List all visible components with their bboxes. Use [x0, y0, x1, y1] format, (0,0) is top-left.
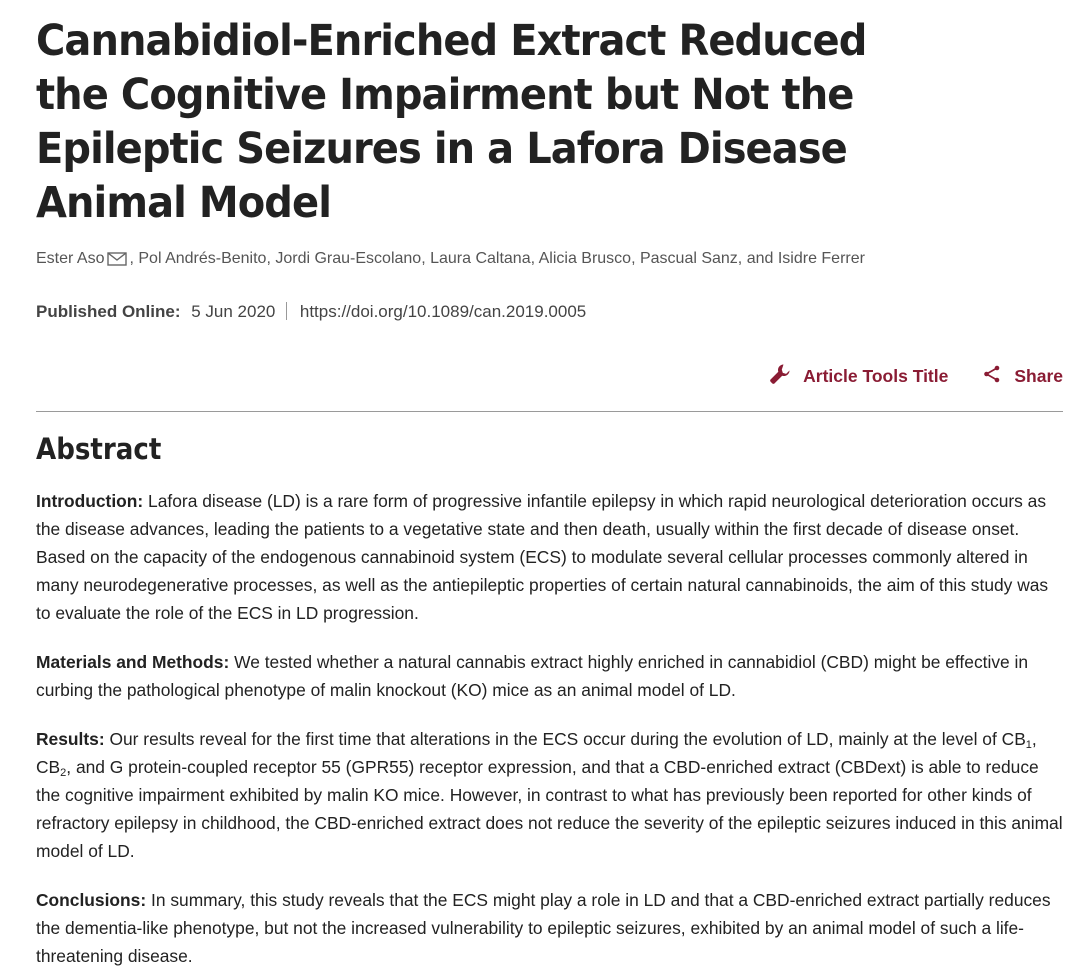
results-text-a: Our results reveal for the first time that alterations in the ECS occur during the evolution of LD, mainly at the level of CB: [104, 729, 1026, 749]
author-names[interactable]: , Pol Andrés-Benito, Jordi Grau-Escolano, Laura Caltana, Alicia Brusco, Pascual Sanz, and Isidre Ferrer: [129, 250, 865, 267]
share-button[interactable]: [982, 364, 1063, 389]
article-tools-label: Article Tools Title: [803, 365, 949, 386]
subscript-1: 1: [1025, 739, 1032, 751]
results-text-c: , and G protein-coupled receptor 55 (GPR55) receptor expression, and that a CBD-enriched extract (CBDext) is able to reduce the cognitive impairment exhibited by malin KO mice. However, in contrast to what has previously been reported for other kinds of refractory epilepsy in childhood, the CBD-enriched extract does not reduce the severity of the epileptic seizures induced in this animal model of LD.: [36, 757, 1063, 861]
abstract-conclusions: [36, 886, 1063, 970]
methods-label: Materials and Methods:: [36, 652, 230, 672]
mail-icon[interactable]: [107, 251, 127, 273]
author-link-corresponding[interactable]: Ester Aso: [36, 250, 105, 267]
results-label: Results:: [36, 729, 105, 749]
subscript-2: 2: [60, 767, 67, 779]
publication-info: [36, 301, 1063, 323]
abstract-results: [36, 725, 1063, 865]
methods-text: We tested whether a natural cannabis extract highly enriched in cannabidiol (CBD) might be effective in curbing the pathological phenotype of malin knockout (KO) mice as an animal model of LD.: [36, 652, 1029, 700]
doi-link[interactable]: https://doi.org/10.1089/can.2019.0005: [299, 302, 587, 321]
published-label: Published Online:: [36, 302, 181, 321]
abstract-heading: Abstract: [36, 432, 162, 466]
published-date: 5 Jun 2020: [191, 302, 276, 321]
conclusions-text: In summary, this study reveals that the ECS might play a role in LD and that a CBD-enriched extract partially reduces the dementia-like phenotype, but not the increased vulnerability to epileptic seizures, exhibited by an animal model of such a life-threatening disease.: [36, 890, 1051, 966]
article-title: Cannabidiol-Enriched Extract Reduced the Cognitive Impairment but Not the Epileptic Seizures in a Lafora Disease Animal Model: [36, 16, 867, 228]
conclusions-label: Conclusions:: [36, 890, 147, 910]
introduction-label: Introduction:: [36, 491, 144, 511]
article-toolbar: [36, 363, 1063, 389]
wrench-icon: [769, 363, 791, 390]
results-text-b: , CB: [36, 729, 1037, 777]
article-tools-button[interactable]: [769, 363, 948, 390]
author-list: [36, 248, 1063, 273]
share-icon: [982, 364, 1002, 389]
abstract-methods: [36, 648, 1063, 704]
separator: [286, 302, 287, 320]
section-divider: [36, 411, 1063, 412]
abstract-introduction: [36, 487, 1063, 627]
share-label: Share: [1014, 365, 1063, 386]
introduction-text: Lafora disease (LD) is a rare form of progressive infantile epilepsy in which rapid neurological deterioration occurs as the disease advances, leading the patients to a vegetative state and then death, usually within the first decade of disease onset. Based on the capacity of the endogenous cannabinoid system (ECS) to modulate several cellular processes commonly altered in many neurodegenerative processes, as well as the antiepileptic properties of certain natural cannabinoids, the aim of this study was to evaluate the role of the ECS in LD progression.: [36, 491, 1049, 623]
